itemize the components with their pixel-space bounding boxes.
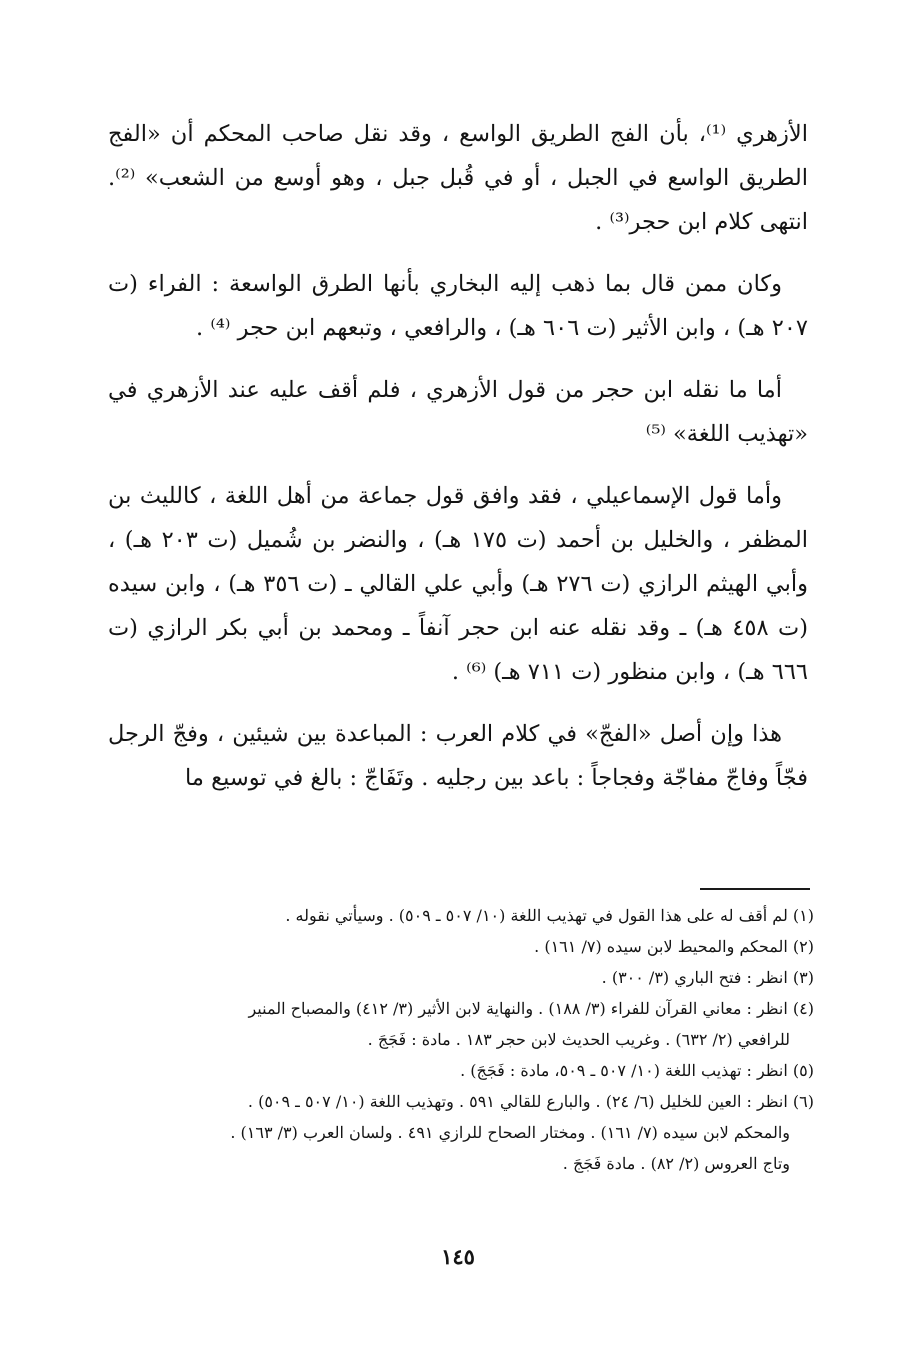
paragraph-1: الأزهري ⁽¹⁾، بأن الفج الطريق الواسع ، وقد نقل صاحب المحكم أن «الفج الطريق الواسع في الجبل ، أو في قُبل جبل ، وهو أوسع من الشعب» ⁽²⁾. انتهى كلام ابن حجر⁽³⁾ . bbox=[108, 121, 808, 235]
footnote-5: (٥) انظر : تهذيب اللغة (١٠/ ٥٠٧ ـ ٥٠٩، مادة : فَجَجَ) . bbox=[460, 1061, 814, 1080]
footnote-4: (٤) انظر : معاني القرآن للفراء (٣/ ١٨٨) . والنهاية لابن الأثير (٣/ ٤١٢) والمصباح المنير bbox=[248, 999, 814, 1018]
paragraph-4: وأما قول الإسماعيلي ، فقد وافق قول جماعة من أهل اللغة ، كالليث بن المظفر ، والخليل بن أحمد (ت ١٧٥ هـ) ، والنضر بن شُميل (ت ٢٠٣ هـ) ، وأبي الهيثم الرازي (ت ٢٧٦ هـ) وأبي علي القالي ـ (ت ٣٥٦ هـ) ، وابن سيده (ت ٤٥٨ هـ) ـ وقد نقله عنه ابن حجر آنفاً ـ ومحمد بن أبي بكر الرازي (ت ٦٦٦ هـ) ، وابن منظور (ت ٧١١ هـ) ⁽⁶⁾ . bbox=[108, 483, 808, 685]
paragraph-5: هذا وإن أصل «الفجّ» في كلام العرب : المباعدة بين شيئين ، وفجّ الرجل فجّاً وفاجّ مفاجّة وفجاجاً : باعد بين رجليه . وتَفَاجّ : بالغ في توسيع ما bbox=[108, 721, 808, 791]
footnote-6-continued: والمحكم لابن سيده (٧/ ١٦١) . ومختار الصحاح للرازي ٤٩١ . ولسان العرب (٣/ ١٦٣) . bbox=[230, 1123, 790, 1142]
footnote-6-continued-2: وتاج العروس (٢/ ٨٢) . مادة فَجَجَ . bbox=[562, 1154, 790, 1173]
footnote-separator bbox=[700, 888, 810, 890]
footnote-1: (١) لم أقف له على هذا القول في تهذيب اللغة (١٠/ ٥٠٧ ـ ٥٠٩) . وسيأتي نقوله . bbox=[285, 906, 814, 925]
paragraph-2: وكان ممن قال بما ذهب إليه البخاري بأنها الطرق الواسعة : الفراء (ت ٢٠٧ هـ) ، وابن الأثير (ت ٦٠٦ هـ) ، والرافعي ، وتبعهم ابن حجر ⁽⁴⁾ . bbox=[108, 271, 808, 341]
footnotes bbox=[112, 900, 814, 1179]
paragraph-3: أما ما نقله ابن حجر من قول الأزهري ، فلم أقف عليه عند الأزهري في «تهذيب اللغة» ⁽⁵⁾ bbox=[108, 377, 808, 447]
main-text bbox=[108, 112, 808, 818]
footnote-3: (٣) انظر : فتح الباري (٣/ ٣٠٠) . bbox=[601, 968, 814, 987]
footnote-6: (٦) انظر : العين للخليل (٦/ ٢٤) . والبارع للقالي ٥٩١ . وتهذيب اللغة (١٠/ ٥٠٧ ـ ٥٠٩) . bbox=[247, 1092, 814, 1111]
page-number: ١٤٥ bbox=[441, 1244, 475, 1269]
footnote-4-continued: للرافعي (٢/ ٦٣٢) . وغريب الحديث لابن حجر ١٨٣ . مادة : فَجَجَ . bbox=[367, 1030, 790, 1049]
footnote-2: (٢) المحكم والمحيط لابن سيده (٧/ ١٦١) . bbox=[534, 937, 814, 956]
